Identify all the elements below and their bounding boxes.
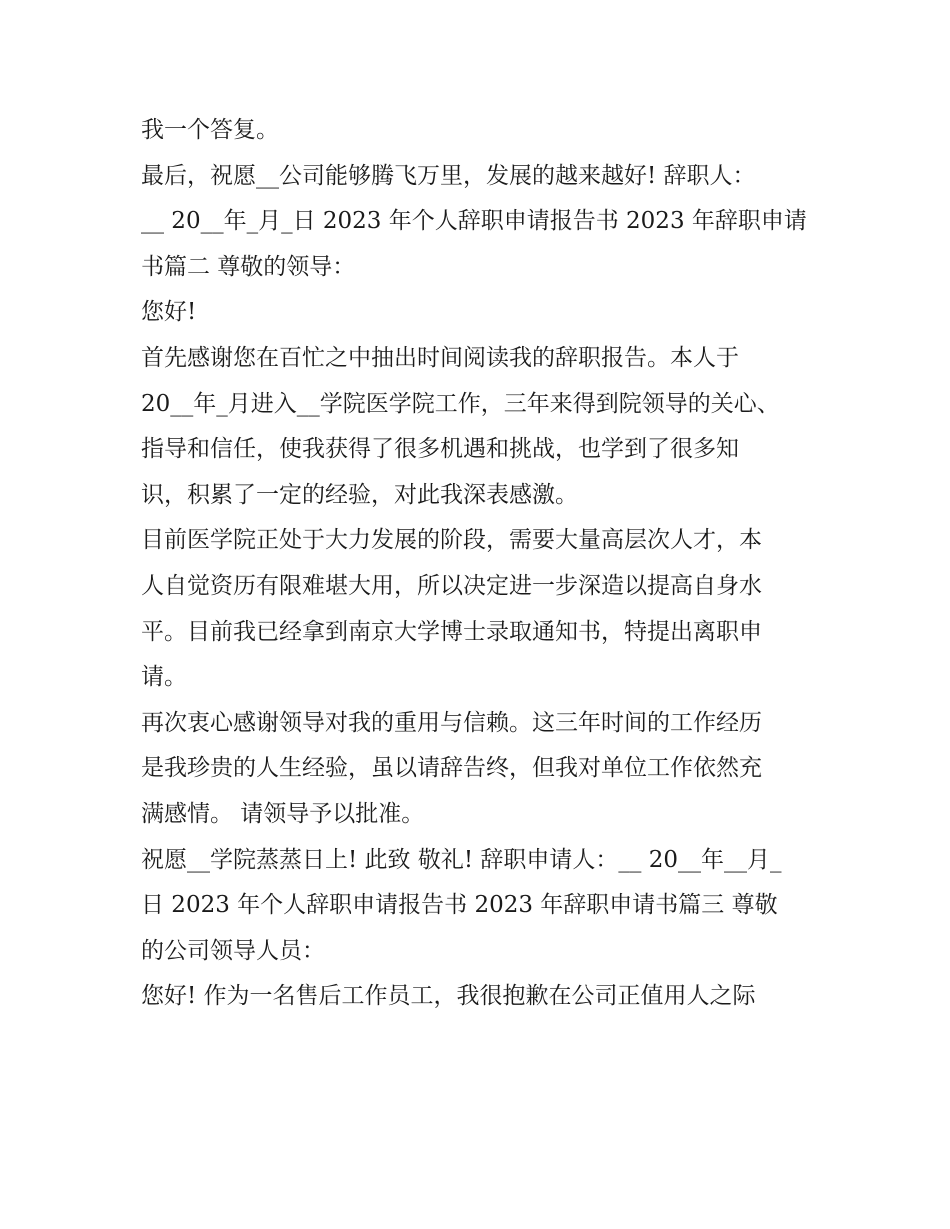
text-line: 我一个答复。 <box>141 117 279 143</box>
text-line: 首先感谢您在百忙之中抽出时间阅读我的辞职报告。本人于 <box>141 344 739 371</box>
text-line: 的公司领导人员： <box>141 937 325 964</box>
text-line: 祝愿__学院蒸蒸日上! 此致 敬礼! 辞职申请人：__ 20__年__月_ <box>141 846 782 873</box>
text-line: 指导和信任，使我获得了很多机遇和挑战，也学到了很多知 <box>141 436 739 463</box>
text-line: __ 20__年_月_日 2023 年个人辞职申请报告书 2023 年辞职申请 <box>141 208 807 235</box>
text-line: 人自觉资历有限难堪大用，所以决定进一步深造以提高自身水 <box>141 572 762 599</box>
text-line: 请。 <box>141 664 187 691</box>
text-line: 20__年_月进入__学院医学院工作，三年来得到院领导的关心、 <box>141 390 780 417</box>
text-line: 日 2023 年个人辞职申请报告书 2023 年辞职申请书篇三 尊敬 <box>141 892 778 919</box>
text-line: 满感情。 请领导予以批准。 <box>141 800 425 827</box>
text-line: 目前医学院正处于大力发展的阶段，需要大量高层次人才，本 <box>141 527 762 554</box>
text-line: 您好! 作为一名售后工作员工，我很抱歉在公司正值用人之际 <box>141 983 756 1010</box>
text-line: 书篇二 尊敬的领导： <box>141 253 356 280</box>
text-line: 识，积累了一定的经验，对此我深表感激。 <box>141 481 578 508</box>
text-line: 再次衷心感谢领导对我的重用与信赖。这三年时间的工作经历 <box>141 709 762 736</box>
text-line: 平。目前我已经拿到南京大学博士录取通知书，特提出离职申 <box>141 618 762 645</box>
text-line: 是我珍贵的人生经验，虽以请辞告终，但我对单位工作依然充 <box>141 755 762 782</box>
body-text <box>141 108 821 1020</box>
text-line: 最后，祝愿__公司能够腾飞万里，发展的越来越好! 辞职人： <box>141 162 756 189</box>
text-line: 您好! <box>141 299 197 326</box>
